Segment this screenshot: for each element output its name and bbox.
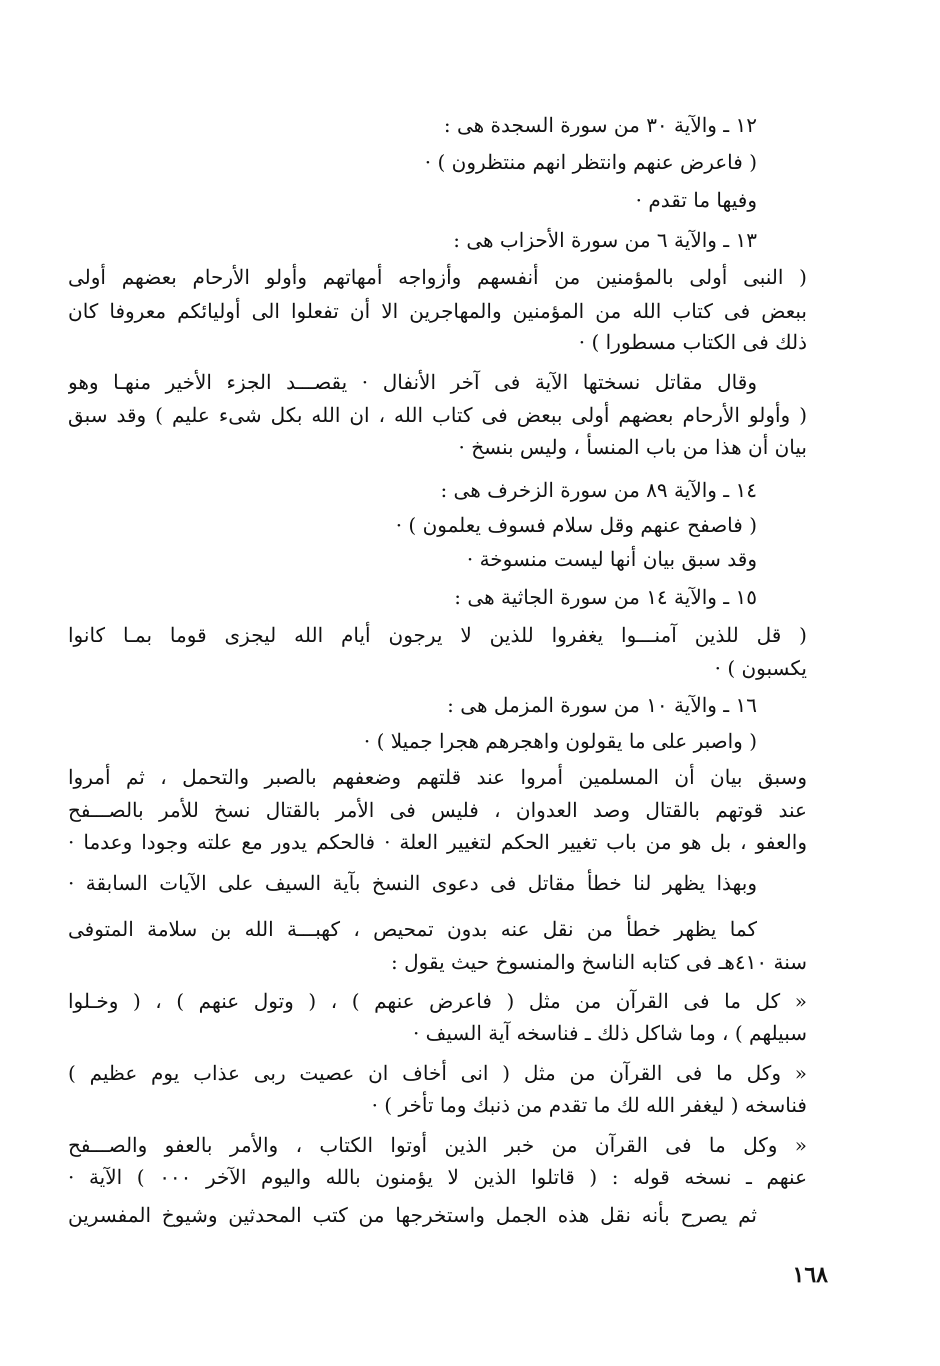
text-line: وقال مقاتل نسختها الآية فى آخر الأنفال · يقصـــد الجزء الأخير منهـا وهو: [68, 370, 757, 394]
text-line: ١٢ ـ والآية ٣٠ من سورة السجدة هى :: [443, 113, 757, 137]
text-line: عنهم ـ نسخه قوله : ( قاتلوا الذين لا يؤمنون بالله واليوم الآخر ٠٠٠ ) الآية ·: [68, 1165, 807, 1189]
text-line: « وكل ما فى القرآن من مثل ( انى أخاف ان عصيت ربى عذاب يوم عظيم ): [68, 1061, 807, 1085]
text-line: ( قل للذين آمنـــوا يغفروا للذين لا يرجون أيام الله ليجزى قوما بمـا كانوا: [68, 623, 807, 647]
text-line: ( فاعرض عنهم وانتظر انهم منتظرون ) ·: [424, 150, 757, 174]
text-line: ثم يصرح بأنه نقل هذه الجمل واستخرجها من كتب المحدثين وشيوخ المفسرين: [68, 1203, 757, 1227]
text-line: ١٣ ـ والآية ٦ من سورة الأحزاب هى :: [453, 228, 757, 252]
text-line: وفيها ما تقدم ·: [635, 188, 757, 212]
text-line: ١٥ ـ والآية ١٤ من سورة الجاثية هى :: [454, 585, 757, 609]
text-line: ( وأولو الأرحام بعضهم أولى ببعض فى كتاب الله ، ان الله بكل شىء عليم ) وقد سبق: [68, 403, 807, 427]
text-line: وقد سبق بيان أنها ليست منسوخة ·: [466, 547, 757, 571]
text-line: وبهذا يظهر لنا خطأ مقاتل فى دعوى النسخ بآية السيف على الآيات السابقة ·: [68, 871, 757, 895]
text-line: ١٦ ـ والآية ١٠ من سورة المزمل هى :: [447, 693, 757, 717]
text-line: فناسخه ( ليغفر الله لك ما تقدم من ذنبك وما تأخر ) ·: [371, 1093, 807, 1117]
text-line: ( النبى أولى بالمؤمنين من أنفسهم وأزواجه أمهاتهم وأولو الأرحام بعضهم أولى: [68, 265, 807, 289]
text-line: ببعض فى كتاب الله من المؤمنين والمهاجرين الا أن تفعلوا الى أوليائكم معروفا كان: [68, 299, 807, 323]
text-line: « كل ما فى القرآن من مثل ( فاعرض عنهم ) ، ( وتول عنهم ) ، ( وخـلوا: [68, 989, 807, 1013]
text-line: « وكل ما فى القرآن من خبر الذين أوتوا الكتاب ، والأمر بالعفو والصـــفح: [68, 1133, 807, 1157]
text-line: وسبق بيان أن المسلمين أمروا عند قلتهم وضعفهم بالصبر والتحمل ، ثم أمروا: [68, 765, 807, 789]
text-line: سبيلهم ) ، وما شاكل ذلك ـ فناسخه آية السيف ·: [412, 1021, 807, 1045]
text-line: ( فاصفح عنهم وقل سلام فسوف يعلمون ) ·: [395, 513, 757, 537]
text-line: كما يظهر خطأ من نقل عنه بدون تمحيص ، كهبـــة الله بن سلامة المتوفى: [68, 917, 757, 941]
text-line: ١٤ ـ والآية ٨٩ من سورة الزخرف هى :: [440, 478, 757, 502]
page-number: ١٦٨: [792, 1262, 828, 1288]
text-line: والعفو ، بل هو من باب تغيير الحكم لتغيير العلة · فالحكم يدور مع علته وجودا وعدما ·: [68, 830, 807, 854]
text-line: بيان أن هذا من باب المنسأ ، وليس بنسخ ·: [458, 435, 807, 459]
text-line: ذلك فى الكتاب مسطورا ) ·: [578, 330, 807, 354]
text-line: عند قوتهم بالقتال وصد العدوان ، فليس فى الأمر بالقتال نسخ للأمر بالصـــفح: [68, 798, 807, 822]
text-line: يكسبون ) ·: [714, 656, 807, 680]
text-line: ( واصبر على ما يقولون واهجرهم هجرا جميلا ) ·: [363, 729, 757, 753]
text-line: سنة ٤١٠هـ فى كتابه الناسخ والمنسوخ حيث يقول :: [391, 950, 807, 974]
